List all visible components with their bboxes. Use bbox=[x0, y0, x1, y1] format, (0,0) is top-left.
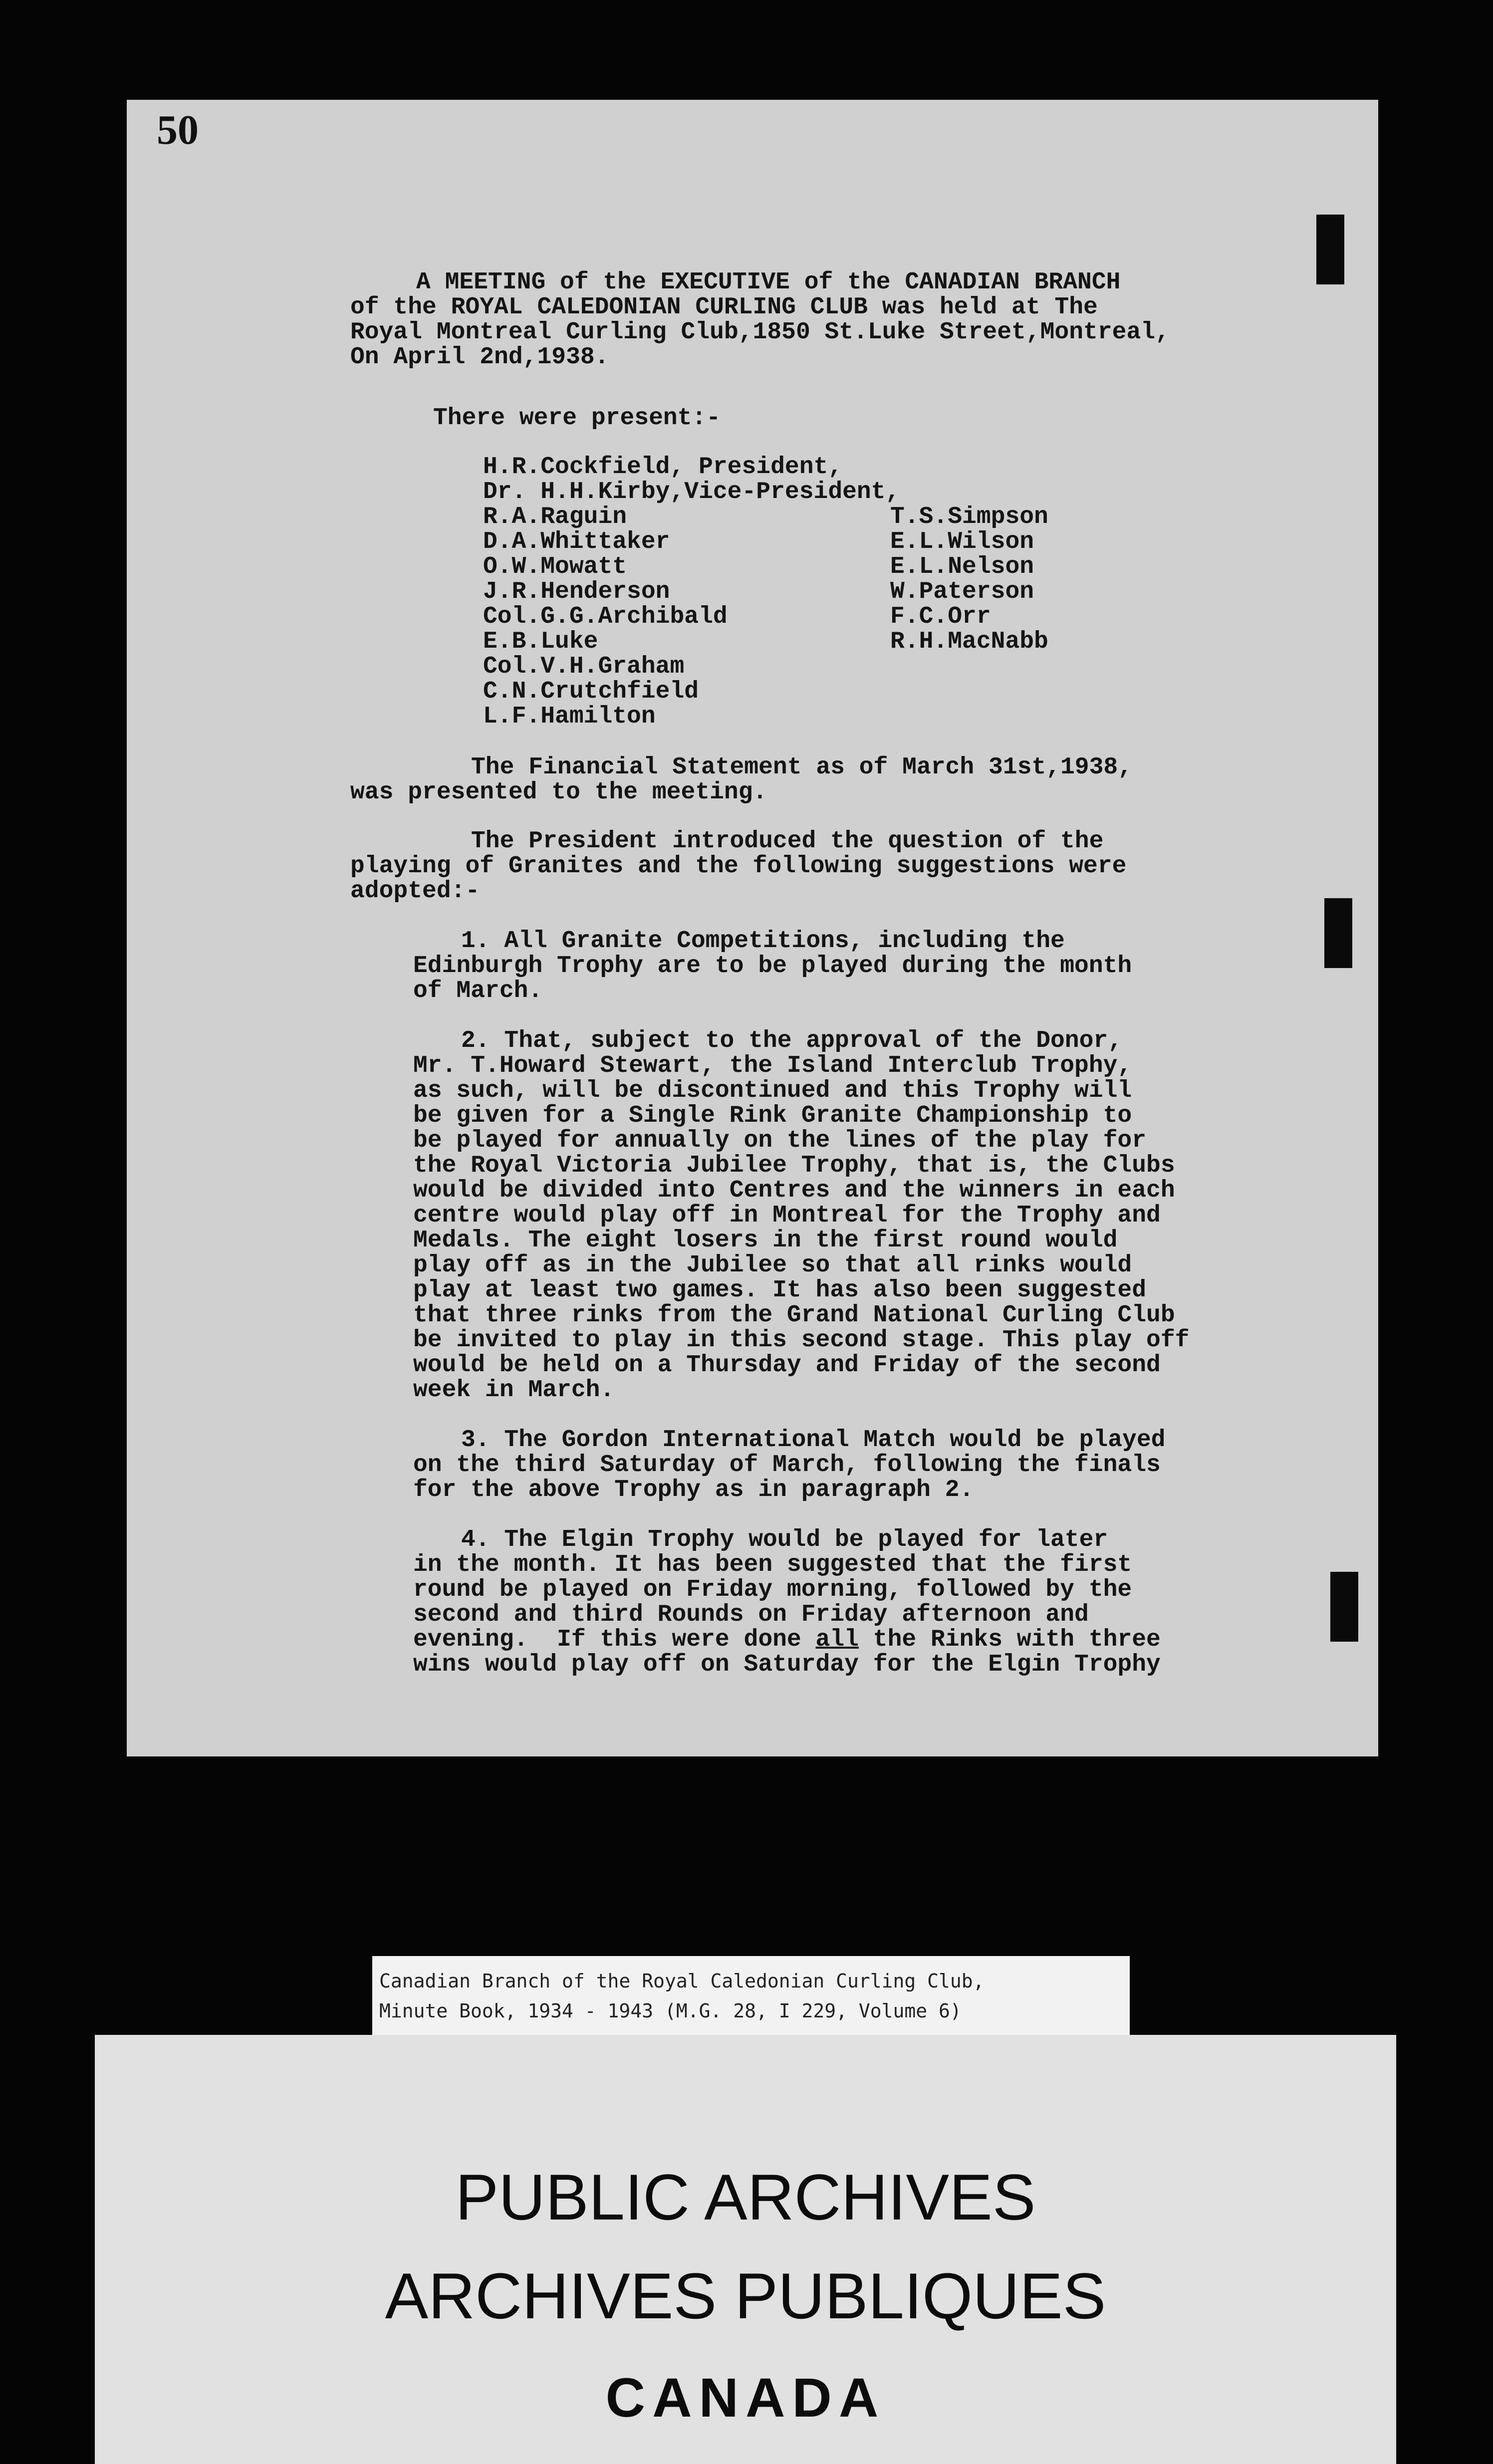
text-line: 1. All Granite Competitions, including the bbox=[461, 928, 1065, 955]
text-line: Medals. The eight losers in the first round would bbox=[413, 1227, 1118, 1254]
attendee-right: E.L.Nelson bbox=[890, 553, 1034, 580]
archive-reference-label bbox=[372, 1956, 1130, 2047]
text-line: in the month. It has been suggested that the first bbox=[413, 1551, 1132, 1578]
text-line: for the above Trophy as in paragraph 2. bbox=[413, 1477, 974, 1503]
attendee-full: H.R.Cockfield, President, bbox=[483, 454, 843, 481]
text-line: adopted:- bbox=[350, 878, 480, 905]
text-line: 2. That, subject to the approval of the Donor, bbox=[461, 1027, 1123, 1054]
attendee-right: E.L.Wilson bbox=[890, 528, 1034, 555]
text-line: 4. The Elgin Trophy would be played for later bbox=[461, 1526, 1108, 1553]
text-line: be played for annually on the lines of the play for bbox=[413, 1127, 1147, 1154]
attendee-full: Dr. H.H.Kirby,Vice-President, bbox=[483, 479, 900, 505]
text-line: On April 2nd,1938. bbox=[350, 344, 609, 371]
document-page bbox=[127, 100, 1378, 1756]
text-line: week in March. bbox=[413, 1377, 615, 1404]
text-line: be given for a Single Rink Granite Championship to bbox=[413, 1102, 1132, 1129]
text-line: play at least two games. It has also been suggested bbox=[413, 1277, 1147, 1304]
underlined-word: all bbox=[815, 1626, 859, 1653]
text-line: Mr. T.Howard Stewart, the Island Interclub Trophy, bbox=[413, 1052, 1132, 1079]
text-line: 3. The Gordon International Match would be played bbox=[461, 1427, 1166, 1454]
text-line: as such, will be discontinued and this Trophy will bbox=[413, 1077, 1132, 1104]
text-line: play off as in the Jubilee so that all rinks would bbox=[413, 1252, 1132, 1279]
attendee-left: L.F.Hamilton bbox=[483, 703, 656, 730]
text-line bbox=[413, 1628, 1161, 1652]
stamp-line-country: CANADA bbox=[605, 2367, 886, 2429]
text-line: on the third Saturday of March, following the finals bbox=[413, 1452, 1161, 1478]
page-number: 50 bbox=[157, 107, 199, 153]
text-fragment: the Rinks with three bbox=[858, 1626, 1161, 1653]
attendee-left: Col.V.H.Graham bbox=[483, 653, 685, 680]
text-line: playing of Granites and the following suggestions were bbox=[350, 853, 1127, 880]
text-line: A MEETING of the EXECUTIVE of the CANADIAN BRANCH bbox=[416, 269, 1121, 296]
text-line: would be held on a Thursday and Friday of the second bbox=[413, 1352, 1161, 1379]
text-line: The President introduced the question of the bbox=[471, 828, 1104, 855]
text-line: centre would play off in Montreal for the Trophy and bbox=[413, 1202, 1161, 1229]
binding-mark bbox=[1324, 898, 1352, 968]
attendee-left: E.B.Luke bbox=[483, 628, 598, 655]
attendee-left: R.A.Raguin bbox=[483, 503, 627, 530]
archive-label-line: Minute Book, 1934 - 1943 (M.G. 28, I 229, Volume 6) bbox=[379, 2000, 962, 2022]
text-line: There were present:- bbox=[433, 405, 721, 432]
attendee-left: Col.G.G.Archibald bbox=[483, 603, 728, 630]
text-line: Royal Montreal Curling Club,1850 St.Luke Street,Montreal, bbox=[350, 319, 1170, 346]
attendee-right: W.Paterson bbox=[890, 578, 1034, 605]
text-line: second and third Rounds on Friday afternoon and bbox=[413, 1601, 1089, 1628]
attendee-left: J.R.Henderson bbox=[483, 578, 670, 605]
stamp-line-english: PUBLIC ARCHIVES bbox=[455, 2161, 1036, 2233]
public-archives-stamp bbox=[95, 2035, 1396, 2464]
binding-mark bbox=[1330, 1572, 1358, 1642]
text-fragment: evening. If this were done bbox=[413, 1626, 816, 1653]
text-line: Edinburgh Trophy are to be played during the month bbox=[413, 953, 1132, 980]
text-line: be invited to play in this second stage. This play off bbox=[413, 1327, 1190, 1354]
attendee-right: F.C.Orr bbox=[890, 603, 991, 630]
attendee-left: O.W.Mowatt bbox=[483, 553, 627, 580]
attendee-left: D.A.Whittaker bbox=[483, 528, 670, 555]
attendee-left: C.N.Crutchfield bbox=[483, 678, 699, 705]
text-line: was presented to the meeting. bbox=[350, 779, 767, 806]
stamp-line-french: ARCHIVES PUBLIQUES bbox=[385, 2259, 1106, 2332]
attendee-right: R.H.MacNabb bbox=[890, 628, 1048, 655]
archive-label-line: Canadian Branch of the Royal Caledonian Curling Club, bbox=[379, 1970, 985, 1992]
text-line: round be played on Friday morning, followed by the bbox=[413, 1576, 1132, 1603]
attendee-right: T.S.Simpson bbox=[890, 503, 1048, 530]
text-line: wins would play off on Saturday for the Elgin Trophy bbox=[413, 1651, 1161, 1678]
text-line: of the ROYAL CALEDONIAN CURLING CLUB was held at The bbox=[350, 294, 1098, 321]
text-line: of March. bbox=[413, 978, 543, 1004]
text-line: that three rinks from the Grand National Curling Club bbox=[413, 1302, 1175, 1329]
text-line: The Financial Statement as of March 31st,1938, bbox=[471, 754, 1133, 781]
binding-mark bbox=[1316, 215, 1344, 284]
text-line: would be divided into Centres and the winners in each bbox=[413, 1177, 1175, 1204]
text-line: the Royal Victoria Jubilee Trophy, that is, the Clubs bbox=[413, 1152, 1175, 1179]
